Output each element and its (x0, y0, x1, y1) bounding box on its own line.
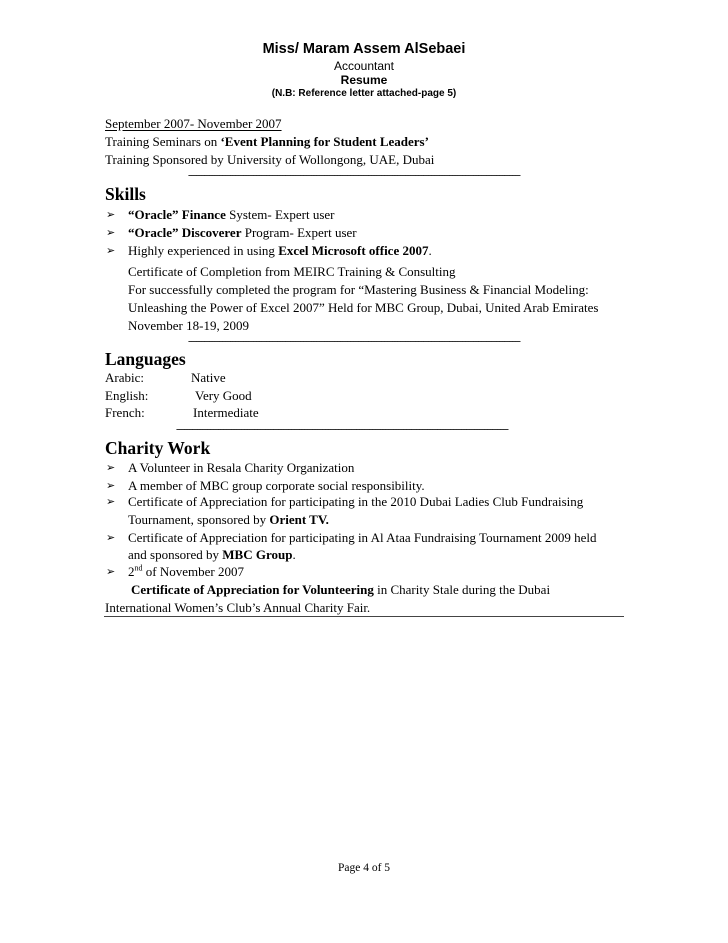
charity-item-date: 2nd of November 2007 (128, 563, 244, 579)
languages-heading: Languages (105, 349, 186, 369)
charity-final-line-2: International Women’s Club’s Annual Charity Fair. (105, 600, 371, 615)
section-divider (104, 616, 624, 617)
training-line-2: Training Sponsored by University of Wollongong, UAE, Dubai (105, 152, 435, 167)
charity-heading: Charity Work (105, 438, 211, 458)
resume-name: Miss/ Maram Assem AlSebaei (262, 41, 466, 57)
charity-item: A member of MBC group corporate social responsibility. (128, 478, 425, 493)
cert-line: For successfully completed the program for “Mastering Business & Financial Modeling: (128, 282, 589, 297)
charity-item-cont: and sponsored by MBC Group. (128, 547, 296, 562)
arrow-bullet-icon: ➢ (106, 462, 116, 474)
arrow-bullet-icon: ➢ (106, 480, 116, 492)
cert-line: Certificate of Completion from MEIRC Training & Consulting (128, 264, 456, 279)
reference-note: (N.B: Reference letter attached-page 5) (271, 88, 457, 99)
language-name: French: (105, 405, 145, 420)
charity-item: Certificate of Appreciation for participating in Al Ataa Fundraising Tournament 2009 held (128, 530, 597, 545)
arrow-bullet-icon: ➢ (106, 209, 116, 221)
language-level: Intermediate (193, 405, 259, 420)
arrow-bullet-icon: ➢ (106, 496, 116, 508)
skill-oracle-discoverer: “Oracle” Discoverer Program- Expert user (128, 225, 357, 240)
job-title: Accountant (333, 59, 395, 73)
page-number: Page 4 of 5 (337, 862, 391, 874)
skill-excel: Highly experienced in using Excel Microsoft office 2007. (128, 243, 432, 258)
language-level: Very Good (195, 388, 252, 403)
charity-item: A Volunteer in Resala Charity Organization (128, 460, 355, 475)
arrow-bullet-icon: ➢ (106, 532, 116, 544)
separator-3: ------------------------------------------------------------------------------------------------------------------------------- (176, 423, 508, 435)
charity-item: Certificate of Appreciation for participating in the 2010 Dubai Ladies Club Fundraising (128, 494, 584, 509)
arrow-bullet-icon: ➢ (106, 245, 116, 257)
language-name: English: (105, 388, 149, 403)
document-title: Resume (340, 73, 388, 87)
separator-1: ------------------------------------------------------------------------------------------------------------------------------- (188, 169, 520, 181)
charity-final-line: Certificate of Appreciation for Volunteering in Charity Stale during the Dubai (131, 582, 551, 597)
cert-line: November 18-19, 2009 (128, 318, 249, 333)
training-dates: September 2007- November 2007 (105, 116, 282, 131)
skills-heading: Skills (105, 184, 146, 204)
cert-line: Unleashing the Power of Excel 2007” Held for MBC Group, Dubai, United Arab Emirates (128, 300, 599, 315)
arrow-bullet-icon: ➢ (106, 227, 116, 239)
arrow-bullet-icon: ➢ (106, 566, 116, 578)
training-line-1: Training Seminars on ‘Event Planning for Student Leaders’ (105, 134, 429, 149)
charity-item-cont: Tournament, sponsored by Orient TV. (128, 512, 329, 527)
skill-oracle-finance: “Oracle” Finance System- Expert user (128, 207, 335, 222)
separator-2: ------------------------------------------------------------------------------------------------------------------------------- (188, 335, 520, 347)
language-name: Arabic: (105, 370, 144, 385)
language-level: Native (191, 370, 226, 385)
